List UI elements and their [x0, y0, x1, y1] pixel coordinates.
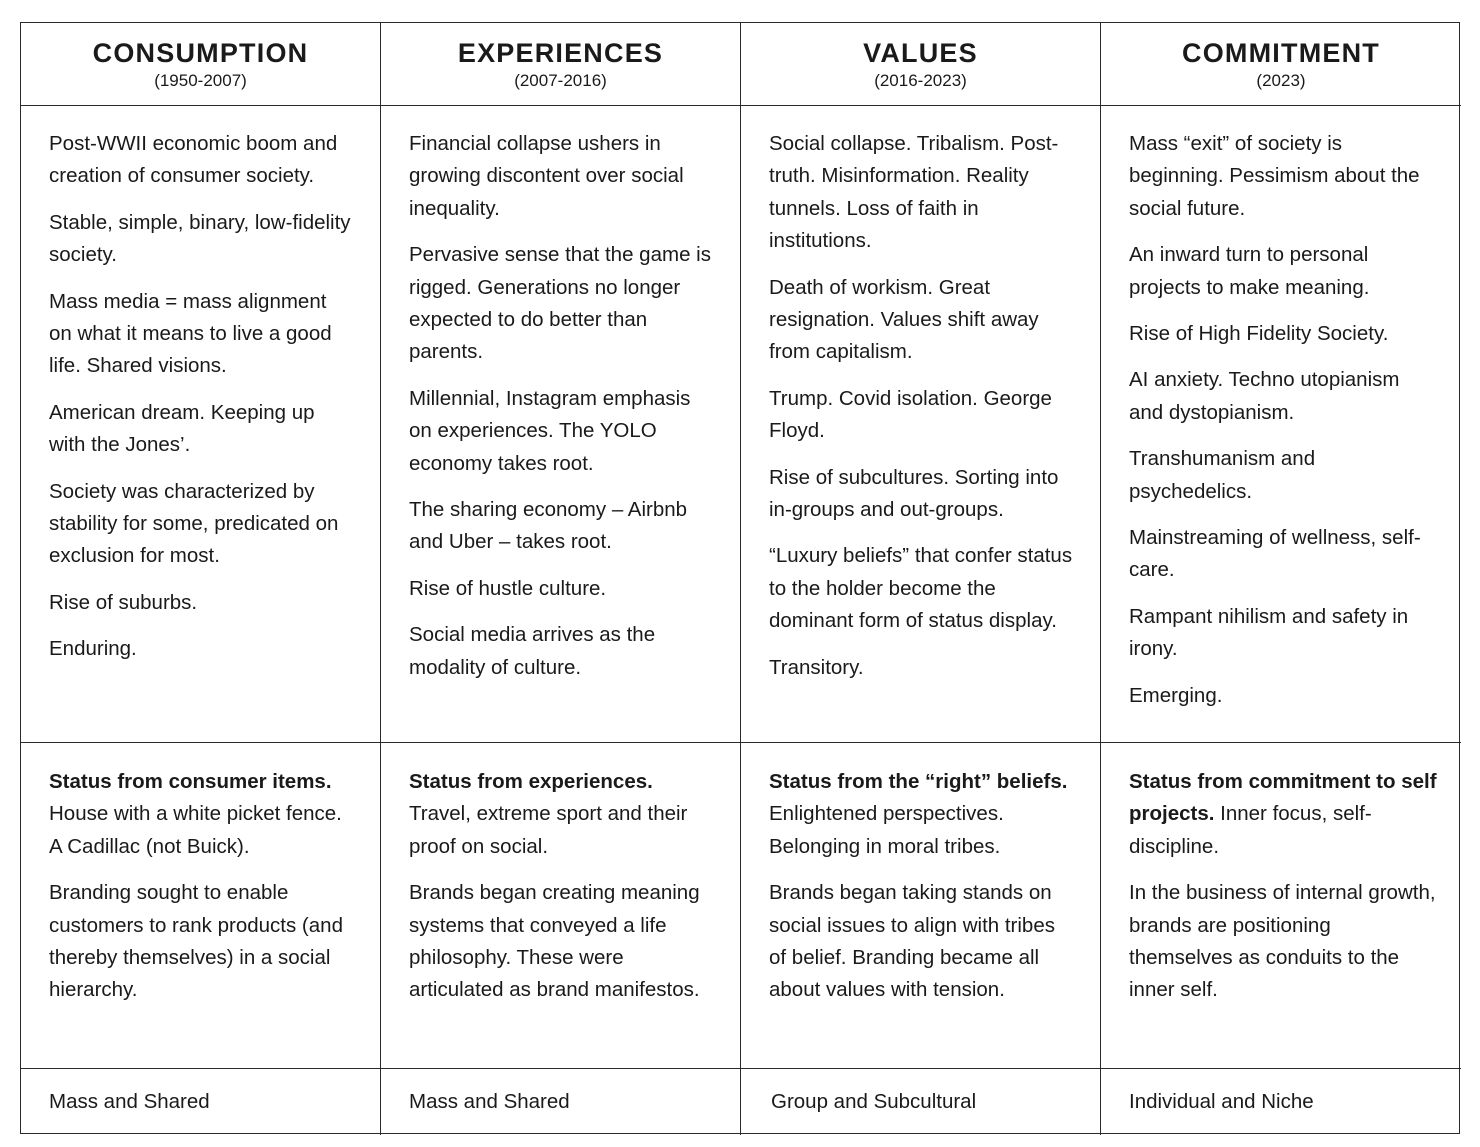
status-detail: House with a white picket fence. A Cadillac (not Buick).	[49, 802, 342, 858]
context-item: Millennial, Instagram emphasis on experiences. The YOLO economy takes root.	[409, 386, 691, 475]
column-years: (2016-2023)	[874, 71, 967, 90]
context-item: Society was characterized by stability for some, predicated on exclusion for most.	[49, 479, 339, 568]
context-item: AI anxiety. Techno utopianism and dystopianism.	[1129, 368, 1400, 424]
context-item: An inward turn to personal projects to make meaning.	[1129, 243, 1370, 299]
header-commitment	[1101, 23, 1461, 106]
status-detail: Enlightened perspectives. Belonging in moral tribes.	[769, 802, 1004, 858]
header-consumption	[21, 23, 381, 106]
status-commitment	[1101, 743, 1461, 1069]
column-years: (2007-2016)	[514, 71, 607, 90]
scale-consumption: Mass and Shared	[21, 1069, 381, 1135]
branding-text: In the business of internal growth, brands are positioning themselves as conduits to the inner self.	[1129, 881, 1436, 1002]
context-item: Financial collapse ushers in growing discontent over social inequality.	[409, 132, 684, 220]
branding-text: Brands began taking stands on social issues to align with tribes of belief. Branding became all about values with tension.	[769, 881, 1055, 1002]
column-years: (1950-2007)	[154, 71, 247, 90]
context-item: Rampant nihilism and safety in irony.	[1129, 604, 1409, 661]
status-text	[769, 766, 1076, 863]
status-text	[409, 766, 716, 863]
context-experiences	[381, 106, 741, 743]
status-headline: Status from consumer items.	[49, 770, 332, 793]
context-item: Transhumanism and psychedelics.	[1129, 447, 1316, 503]
era-comparison-table	[20, 22, 1460, 1134]
status-values	[741, 743, 1101, 1069]
branding-text: Branding sought to enable customers to rank products (and thereby themselves) in a social hierarchy.	[49, 881, 343, 1002]
context-item: Rise of High Fidelity Society.	[1129, 322, 1389, 346]
scale-commitment: Individual and Niche	[1129, 1090, 1314, 1113]
context-item: “Luxury beliefs” that confer status to the holder become the dominant form of status display.	[769, 544, 1073, 633]
branding-text: Brands began creating meaning systems that conveyed a life philosophy. These were articulated as brand manifestos.	[409, 881, 700, 1002]
context-item: The sharing economy – Airbnb and Uber – takes root.	[409, 498, 688, 554]
column-years: (2023)	[1256, 71, 1306, 90]
header-experiences	[381, 23, 741, 106]
context-item: Transitory.	[769, 655, 864, 679]
context-item: Social media arrives as the modality of culture.	[409, 623, 656, 679]
column-title: VALUES	[863, 38, 978, 68]
context-item: Death of workism. Great resignation. Values shift away from capitalism.	[769, 275, 1039, 364]
status-consumption	[21, 743, 381, 1069]
context-item: Rise of suburbs.	[49, 590, 198, 614]
context-commitment	[1101, 106, 1461, 743]
status-headline: Status from commitment to self projects.	[1129, 770, 1437, 826]
context-values	[741, 106, 1101, 743]
status-headline: Status from the “right” beliefs.	[769, 770, 1068, 793]
status-text	[49, 766, 356, 863]
status-experiences	[381, 743, 741, 1069]
scale-values: Group and Subcultural	[741, 1069, 1101, 1135]
context-item: Post-WWII economic boom and creation of consumer society.	[49, 132, 338, 188]
context-item: Stable, simple, binary, low-fidelity society.	[49, 210, 351, 267]
column-title: COMMITMENT	[1182, 38, 1380, 68]
scale-experiences: Mass and Shared	[381, 1069, 741, 1135]
context-consumption	[21, 106, 381, 743]
context-item: Rise of hustle culture.	[409, 576, 607, 600]
context-item: Mainstreaming of wellness, self-care.	[1129, 526, 1421, 582]
status-text	[1129, 766, 1437, 863]
context-item: Rise of subcultures. Sorting into in-groups and out-groups.	[769, 465, 1059, 522]
status-detail: Travel, extreme sport and their proof on social.	[409, 802, 688, 858]
column-title: EXPERIENCES	[457, 38, 664, 68]
context-item: Pervasive sense that the game is rigged. Generations no longer expected to do better than parents.	[409, 243, 711, 364]
context-item: Mass media = mass alignment on what it means to live a good life. Shared visions.	[49, 289, 332, 378]
context-item: Social collapse. Tribalism. Post-truth. Misinformation. Reality tunnels. Loss of faith in institutions.	[769, 132, 1059, 253]
status-headline: Status from experiences.	[409, 770, 653, 793]
context-item: Emerging.	[1129, 683, 1223, 707]
context-item: Mass “exit” of society is beginning. Pessimism about the social future.	[1129, 132, 1420, 220]
context-item: American dream. Keeping up with the Jones’.	[49, 400, 315, 457]
context-item: Trump. Covid isolation. George Floyd.	[769, 386, 1052, 443]
status-detail: Inner focus, self-discipline.	[1129, 802, 1372, 858]
column-title: CONSUMPTION	[92, 38, 309, 68]
context-item: Enduring.	[49, 637, 137, 661]
header-values	[741, 23, 1101, 106]
